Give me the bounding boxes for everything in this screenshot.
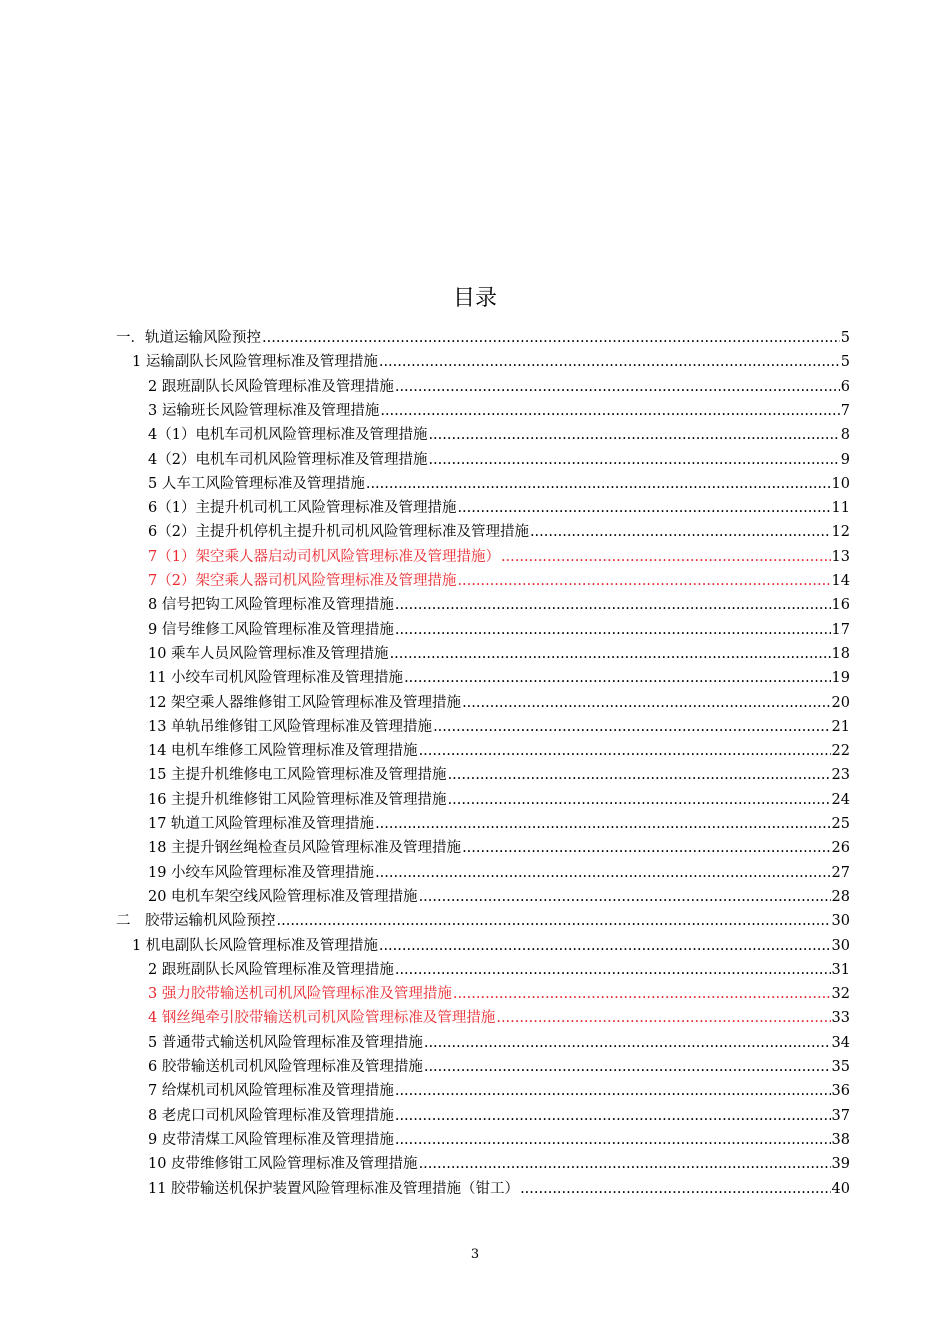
- toc-entry-page-number: 27: [831, 864, 850, 881]
- toc-entry-label: 4（2）电机车司机风险管理标准及管理措施: [148, 451, 428, 468]
- toc-entry-page-number: 20: [831, 694, 850, 711]
- toc-entry-page-number: 22: [831, 743, 850, 760]
- toc-entry[interactable]: [148, 448, 850, 472]
- toc-entry-page-number: 30: [831, 913, 850, 930]
- toc-entry-page-number: 5: [840, 354, 850, 371]
- toc-entry-label: 8 信号把钩工风险管理标准及管理措施: [148, 597, 394, 614]
- toc-entry-label: 7（2）架空乘人器司机风险管理标准及管理措施: [148, 573, 457, 589]
- toc-entry-label: 2 跟班副队长风险管理标准及管理措施: [148, 961, 394, 978]
- toc-entry-page-number: 14: [831, 573, 850, 589]
- toc-entry-label: 11 小绞车司机风险管理标准及管理措施: [148, 670, 404, 687]
- toc-dot-leader: [379, 934, 831, 958]
- toc-dot-leader: [448, 763, 831, 787]
- toc-entry-label: 4 钢丝绳牵引胶带输送机司机风险管理标准及管理措施: [148, 1010, 496, 1027]
- toc-entry-label: 2 跟班副队长风险管理标准及管理措施: [148, 378, 394, 395]
- toc-dot-leader: [262, 326, 840, 350]
- toc-entry-label: 8 老虎口司机风险管理标准及管理措施: [148, 1107, 394, 1124]
- toc-dot-leader: [366, 472, 831, 496]
- toc-entry-page-number: 25: [831, 816, 850, 832]
- toc-entry-label: 7 给煤机司机风险管理标准及管理措施: [148, 1083, 394, 1100]
- toc-entry-label: 18 主提升钢丝绳检查员风险管理标准及管理措施: [148, 840, 462, 857]
- toc-entry[interactable]: [148, 1177, 850, 1201]
- toc-entry-label: 20 电机车架空线风险管理标准及管理措施: [148, 888, 418, 905]
- toc-entry-label: 二 胶带运输机风险预控: [116, 913, 276, 930]
- toc-entry-page-number: 10: [831, 475, 850, 492]
- toc-entry-label: 10 乘车人员风险管理标准及管理措施: [148, 645, 389, 662]
- toc-entry[interactable]: [148, 739, 850, 763]
- toc-entry[interactable]: [148, 375, 850, 399]
- toc-dot-leader: [419, 739, 831, 763]
- toc-entry-label: 11 胶带输送机保护装置风险管理标准及管理措施（钳工）: [148, 1180, 520, 1197]
- toc-entry[interactable]: [148, 1128, 850, 1152]
- toc-entry-label: 9 皮带清煤工风险管理标准及管理措施: [148, 1131, 394, 1148]
- toc-entry-label: 6（2）主提升机停机主提升机司机风险管理标准及管理措施: [148, 524, 529, 541]
- toc-dot-leader: [375, 861, 830, 885]
- toc-entry-page-number: 31: [831, 961, 850, 978]
- toc-entry[interactable]: [148, 885, 850, 909]
- toc-entry-label: 一．轨道运输风险预控: [116, 330, 261, 346]
- toc-entry-page-number: 35: [831, 1059, 850, 1075]
- toc-entry[interactable]: [148, 496, 850, 520]
- toc-entry[interactable]: [148, 958, 850, 982]
- toc-entry[interactable]: [148, 1055, 850, 1079]
- toc-dot-leader: [419, 1152, 831, 1176]
- toc-entry-page-number: 17: [831, 621, 850, 638]
- toc-dot-leader: [462, 691, 830, 715]
- toc-entry-page-number: 21: [831, 718, 850, 735]
- toc-entry-page-number: 9: [840, 451, 850, 468]
- toc-entry-label: 15 主提升机维修电工风险管理标准及管理措施: [148, 767, 447, 784]
- toc-dot-leader: [428, 423, 839, 447]
- toc-dot-leader: [395, 1128, 831, 1152]
- toc-entry-page-number: 7: [840, 402, 850, 419]
- toc-entry-label: 5 人车工风险管理标准及管理措施: [148, 475, 365, 492]
- toc-dot-leader: [277, 909, 831, 933]
- toc-dot-leader: [395, 593, 831, 617]
- toc-dot-leader: [375, 812, 830, 836]
- toc-entry[interactable]: [148, 593, 850, 617]
- toc-entry[interactable]: [148, 520, 850, 544]
- toc-entry-page-number: 5: [840, 330, 850, 346]
- toc-entry-page-number: 26: [831, 840, 850, 857]
- toc-entry-page-number: 23: [831, 767, 850, 784]
- toc-entry[interactable]: [148, 1079, 850, 1103]
- toc-entry[interactable]: [148, 763, 850, 787]
- toc-dot-leader: [453, 982, 831, 1006]
- toc-entry[interactable]: [116, 909, 850, 933]
- toc-dot-leader: [380, 399, 839, 423]
- toc-entry-label: 1 运输副队长风险管理标准及管理措施: [132, 354, 378, 371]
- toc-entry[interactable]: [148, 472, 850, 496]
- toc-entry[interactable]: [148, 715, 850, 739]
- toc-entry-page-number: 6: [840, 378, 850, 395]
- toc-dot-leader: [395, 618, 831, 642]
- toc-entry-page-number: 28: [831, 888, 850, 905]
- toc-dot-leader: [501, 545, 831, 569]
- toc-entry-page-number: 38: [831, 1131, 850, 1148]
- toc-entry-page-number: 11: [831, 500, 850, 517]
- toc-dot-leader: [395, 958, 831, 982]
- toc-dot-leader: [395, 375, 840, 399]
- toc-dot-leader: [448, 788, 831, 812]
- toc-entry-label: 17 轨道工风险管理标准及管理措施: [148, 816, 375, 832]
- toc-entry-label: 16 主提升机维修钳工风险管理标准及管理措施: [148, 791, 447, 808]
- toc-dot-leader: [457, 496, 830, 520]
- toc-entry[interactable]: [148, 545, 850, 569]
- toc-entry[interactable]: [148, 1104, 850, 1128]
- toc-entry-page-number: 34: [831, 1034, 850, 1051]
- toc-entry-page-number: 18: [831, 645, 850, 662]
- toc-entry[interactable]: [148, 1006, 850, 1030]
- toc-dot-leader: [390, 642, 831, 666]
- toc-entry[interactable]: [148, 861, 850, 885]
- toc-entry-label: 10 皮带维修钳工风险管理标准及管理措施: [148, 1156, 418, 1173]
- toc-dot-leader: [428, 448, 839, 472]
- toc-entry-label: 3 强力胶带输送机司机风险管理标准及管理措施: [148, 986, 452, 1003]
- toc-entry-page-number: 33: [831, 1010, 850, 1027]
- toc-entry[interactable]: [148, 399, 850, 423]
- toc-entry-page-number: 19: [831, 670, 850, 687]
- toc-dot-leader: [395, 1104, 831, 1128]
- toc-entry-page-number: 8: [840, 427, 850, 444]
- toc-entry-page-number: 39: [831, 1156, 850, 1173]
- toc-dot-leader: [419, 885, 831, 909]
- toc-entry-page-number: 24: [831, 791, 850, 808]
- toc-dot-leader: [496, 1006, 830, 1030]
- toc-entry-label: 7（1）架空乘人器启动司机风险管理标准及管理措施）: [148, 548, 500, 565]
- toc-entry[interactable]: [132, 350, 850, 374]
- toc-entry[interactable]: [116, 326, 850, 350]
- toc-entry-page-number: 40: [831, 1180, 850, 1197]
- toc-dot-leader: [395, 1079, 831, 1103]
- toc-entry[interactable]: [148, 691, 850, 715]
- toc-dot-leader: [379, 350, 840, 374]
- toc-entry-label: 13 单轨吊维修钳工风险管理标准及管理措施: [148, 718, 433, 735]
- toc-entry-label: 1 机电副队长风险管理标准及管理措施: [132, 937, 378, 954]
- toc-dot-leader: [462, 836, 830, 860]
- toc-entry-label: 4（1）电机车司机风险管理标准及管理措施: [148, 427, 428, 444]
- toc-entry-page-number: 12: [831, 524, 850, 541]
- toc-entry-label: 9 信号维修工风险管理标准及管理措施: [148, 621, 394, 638]
- toc-entry-label: 14 电机车维修工风险管理标准及管理措施: [148, 743, 418, 760]
- toc-entry-page-number: 13: [831, 548, 850, 565]
- toc-entry-label: 6（1）主提升机司机工风险管理标准及管理措施: [148, 500, 457, 517]
- toc-entry-label: 5 普通带式输送机风险管理标准及管理措施: [148, 1034, 423, 1051]
- toc-entry[interactable]: [148, 569, 850, 593]
- toc-entry-label: 6 胶带输送机司机风险管理标准及管理措施: [148, 1059, 423, 1075]
- toc-entry-page-number: 37: [831, 1107, 850, 1124]
- toc-entry[interactable]: [148, 788, 850, 812]
- toc-entry-page-number: 36: [831, 1083, 850, 1100]
- toc-dot-leader: [424, 1031, 831, 1055]
- toc-entry-label: 19 小绞车风险管理标准及管理措施: [148, 864, 375, 881]
- toc-dot-leader: [424, 1055, 831, 1079]
- toc-entry-page-number: 16: [831, 597, 850, 614]
- toc-dot-leader: [520, 1177, 830, 1201]
- toc-dot-leader: [433, 715, 830, 739]
- toc-entry[interactable]: [148, 666, 850, 690]
- toc-title: 目录: [452, 286, 497, 311]
- toc-dot-leader: [404, 666, 830, 690]
- toc-entry-page-number: 30: [831, 937, 850, 954]
- toc-entry[interactable]: [148, 1152, 850, 1176]
- toc-entry[interactable]: [148, 618, 850, 642]
- toc-dot-leader: [530, 520, 831, 544]
- toc-entry[interactable]: [148, 836, 850, 860]
- toc-entry[interactable]: [148, 982, 850, 1006]
- toc-entry-label: 12 架空乘人器维修钳工风险管理标准及管理措施: [148, 694, 462, 711]
- toc-entry-page-number: 32: [831, 986, 850, 1003]
- page-number: 3: [470, 1247, 480, 1262]
- toc-entry[interactable]: [148, 1031, 850, 1055]
- toc-entry[interactable]: [148, 642, 850, 666]
- toc-entry[interactable]: [132, 934, 850, 958]
- toc-entry-label: 3 运输班长风险管理标准及管理措施: [148, 402, 380, 419]
- toc-dot-leader: [457, 569, 830, 593]
- toc-entry[interactable]: [148, 812, 850, 836]
- toc-entry[interactable]: [148, 423, 850, 447]
